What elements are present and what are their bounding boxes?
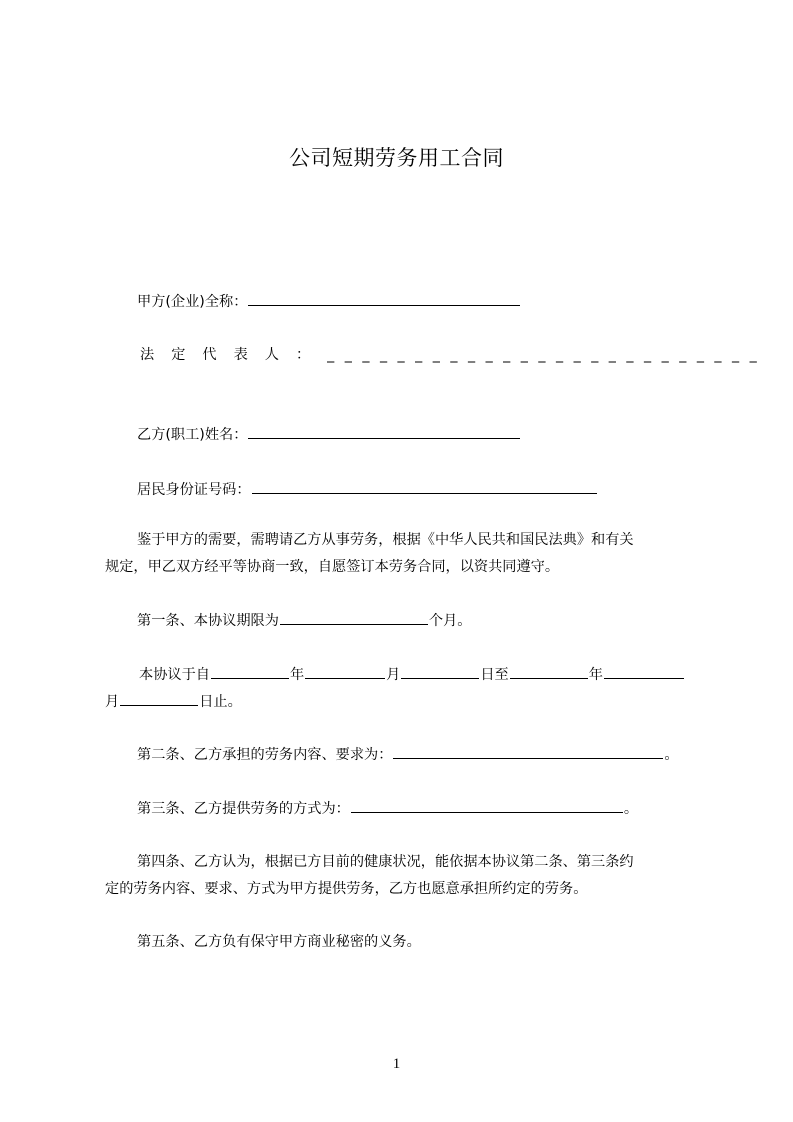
page-number: 1 [392,1056,401,1072]
term-line-1 [139,664,685,685]
article-4-line-2: 定的劳务内容、要求、方式为甲方提供劳务，乙方也愿意承担所约定的劳务。 [105,881,588,897]
document-title: 公司短期劳务用工合同 [289,146,504,170]
article-1-months-blank[interactable] [280,610,428,625]
start-month-blank[interactable] [305,664,385,679]
term-start: 本协议于自 [139,667,210,683]
term-day-end: 日止。 [199,694,242,710]
term-month-1: 月 [386,667,401,683]
term-year-1: 年 [289,667,305,683]
start-day-blank[interactable] [401,664,479,679]
article-3-prefix: 第三条、乙方提供劳务的方式为： [137,801,350,817]
article-1-prefix: 第一条、本协议期限为 [137,613,279,629]
id-number-label: 居民身份证号码： [137,482,251,498]
article-2-suffix: 。 [664,747,679,763]
article-2-line [137,744,679,765]
article-1-suffix: 个月。 [428,613,472,629]
article-1-line [137,610,471,631]
article-3-suffix: 。 [623,801,639,817]
party-a-blank[interactable] [248,291,520,306]
term-day-to: 日至 [480,667,509,683]
end-month-blank-a[interactable] [604,664,684,679]
term-month-2: 月 [105,694,120,710]
start-year-blank[interactable] [211,664,289,679]
party-a-label: 甲方(企业)全称： [137,294,248,310]
preamble-line-2: 规定，甲乙双方经平等协商一致，自愿签订本劳务合同，以资共同遵守。 [105,559,560,575]
article-3-line [137,798,638,819]
legal-rep-blank[interactable]: _ _ _ _ _ _ _ _ _ _ _ _ _ _ _ _ _ _ _ _ _ _ _ _ _ [327,347,760,363]
end-day-blank[interactable] [120,691,198,706]
preamble-line-1: 鉴于甲方的需要，需聘请乙方从事劳务，根据《中华人民共和国民法典》和有关 [137,532,634,548]
term-line-2 [105,691,242,712]
party-b-line [137,424,521,445]
article-2-blank[interactable] [393,744,663,759]
id-number-line [137,479,598,500]
party-a-line [137,291,521,312]
article-5-line: 第五条、乙方负有保守甲方商业秘密的义务。 [137,934,421,950]
end-year-blank[interactable] [510,664,588,679]
party-b-label: 乙方(职工)姓名： [137,427,248,443]
article-4-line-1: 第四条、乙方认为，根据已方目前的健康状况，能依据本协议第二条、第三条约 [137,854,634,870]
article-3-blank[interactable] [351,798,623,813]
legal-rep-line [140,345,760,365]
id-number-blank[interactable] [252,479,597,494]
article-2-prefix: 第二条、乙方承担的劳务内容、要求为： [137,747,393,763]
legal-rep-label: 法定代表人： [140,347,328,363]
term-year-2: 年 [588,667,603,683]
party-b-blank[interactable] [248,424,520,439]
